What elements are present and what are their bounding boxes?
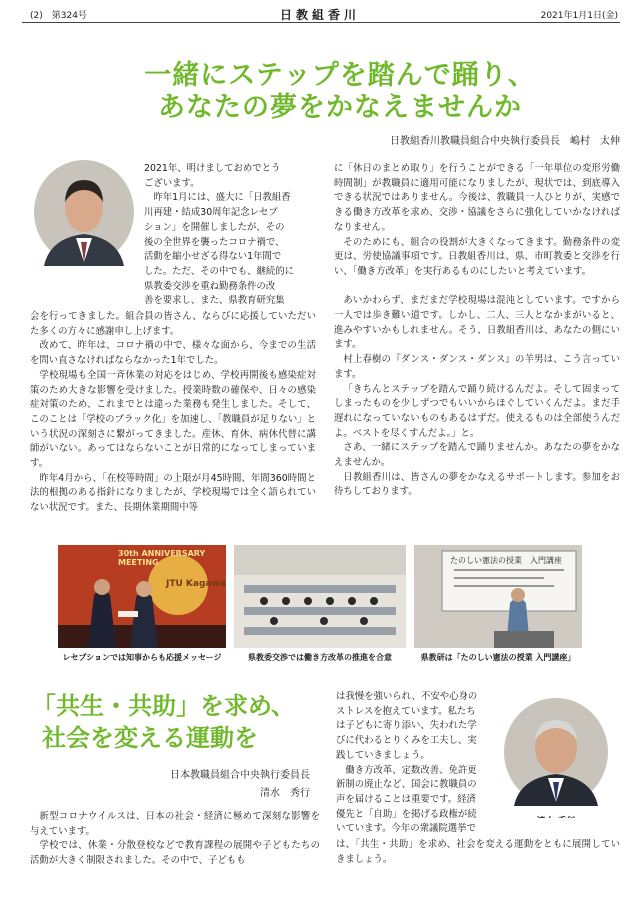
photo-reception [58, 545, 226, 648]
article1-title-line2: あなたの夢をかなえませんか [158, 92, 522, 123]
wrap-line: 川再建・結成30周年記念レセプ [144, 207, 278, 219]
lecture-board-title: たのしい憲法の授業 入門講座 [450, 556, 562, 565]
portrait-shimamura [30, 158, 138, 278]
paragraph: 「きちんとステップを踏んで踊り続けるんだよ。そして固まってしまったものを少しずつでもいいからほぐしていくんだよ。まだ手遅れになっていないものもあるはずだ。使えるものは全部使うんだよ。ベストを尽くすんだよ。」と。 [334, 383, 620, 439]
paragraph: 村上春樹の『ダンス・ダンス・ダンス』の羊男は、こう言っています。 [334, 354, 620, 380]
paragraph: 日教組香川は、皆さんの夢をかなえるサポートします。参加をお待ちしております。 [334, 471, 620, 498]
article2-title-line2: 社会を変える運動を [42, 724, 258, 752]
header-rule [22, 22, 620, 23]
portrait-shimizu-image [500, 698, 612, 810]
wrap-line: 県教委交渉を重ね勤務条件の改 [144, 280, 276, 292]
article1-title-line1: 一緒にステップを踏んで踊り、 [144, 60, 536, 91]
wrap-line: は子どもに寄り添い、失われた学 [336, 720, 477, 732]
wrap-line: 善を要求し、また、県教育研究集 [144, 295, 285, 307]
page-issue: (2) 第324号 [30, 11, 87, 21]
paragraph: 昨年4月から、「在校等時間」の上限が月45時間、年間360時間と法的根拠のある指針になりましたが、学校現場では全く語られていない状況です。また、長期休業期間中等 [30, 472, 316, 514]
paragraph: 学校現場も全国一斉休業の対応をはじめ、学校再開後も感染症対策のため大きな影響を受けました。授業時数の確保や、日々の感染症対策のため、これまでとは違った業務も発生しました。そして、このことは「学校のブラック化」を加速し、「教職員が足りない」という状況の深刻さに繋がってきました。産休、育休、病休代替に講師がいない。あってはならないことが日常的になってしまっています。 [30, 369, 316, 470]
caption-lecture: 県教研は「たのしい憲法の授業 入門講座」 [420, 653, 576, 662]
article1-left-body [30, 310, 316, 516]
photo-negotiation [234, 545, 406, 648]
wrap-line: びに代わるとりくみを工夫し、実 [336, 735, 477, 747]
wrap-line: ございます。 [144, 177, 200, 189]
article1-title [60, 60, 620, 124]
wrap-line: 声を届けることは重要です。経済 [336, 793, 476, 805]
portrait-shimizu-name [500, 814, 612, 818]
article1-right-body [334, 162, 620, 500]
photo-lecture [414, 545, 582, 648]
caption-negotiation: 県教委交渉では働き方改革の推進を合意 [248, 653, 392, 662]
wrap-line: ション」を開催しましたが、その [144, 221, 285, 233]
wrap-line: 2021年、明けましておめでとう [144, 163, 281, 174]
wrap-line: 活動を縮小せざる得ない1年間で [144, 251, 282, 263]
paragraph: さあ、一緒にステップを踏んで踊りませんか。あなたの夢をかなえませんか。 [334, 442, 620, 469]
wrap-line: した。ただ、その中でも、継続的に [144, 265, 295, 277]
article2-right-full: は、「共生・共助」を求め、社会を変える運動をともに展開していきましょう。 [336, 839, 620, 865]
paragraph: 学校では、休業・分散登校などで教育課程の展開や子どもたちの活動が大きく制限されました。その中で、子どもも [30, 840, 320, 867]
wrap-line: ストレスを抱えています。私たち [336, 705, 476, 717]
portrait-shimizu [500, 698, 612, 818]
portrait-shimamura-image [30, 158, 138, 278]
reception-banner-text: 30th ANNIVERSARY MEETING [118, 549, 206, 567]
article1-left-wrap [144, 162, 316, 309]
photo-negotiation-image [234, 545, 406, 648]
reception-sign-text: JTU Kagawa [166, 579, 226, 589]
wrap-line: は我慢を強いられ、不安や心身の [336, 691, 478, 702]
paragraph: 会を行ってきました。組合員の皆さん、ならびに応援していただいた多くの方々に感謝申し上げます。 [30, 311, 316, 337]
caption-reception: レセプションでは知事からも応援メッセージ [62, 653, 222, 662]
wrap-line: 践していきましょう。 [336, 749, 430, 761]
wrap-line: 働き方改革、定数改善、免許更 [336, 764, 477, 776]
paper-name: 日教組香川 [279, 8, 360, 22]
paragraph: 改めて、昨年は、コロナ禍の中で、様々な面から、今までの生活を問い直さなければならなかった1年でした。 [30, 340, 316, 367]
paragraph: あいかわらず、まだまだ学校現場は混沌としています。ですから一人では歩き難い道です。しかし、二人、三人となかまがいると、進みやすいかもしれません。そう、日教組香川は、あなたの側にいます。 [334, 295, 620, 351]
article2-title [32, 690, 322, 754]
article2-title-line1: 「共生・共助」を求め、 [32, 692, 296, 720]
wrap-line: 新制の廃止など、国会に教職員の [336, 779, 477, 791]
article2-right-wrap [336, 690, 492, 837]
article2-byline-org: 日本教職員組合中央執行委員長 [170, 770, 310, 781]
wrap-line: 優先と「自助」を掲げる政権が続 [336, 808, 477, 820]
wrap-line: 後の全世界を襲ったコロナ禍で、 [144, 236, 285, 248]
wrap-line: いています。今年の衆議院選挙で [336, 823, 476, 835]
issue-date: 2021年1月1日(金) [540, 11, 618, 21]
article2-byline-name: 清水 秀行 [260, 788, 310, 799]
wrap-line: 昨年1月には、盛大に「日教組香 [144, 192, 291, 204]
paragraph: 新型コロナウイルスは、日本の社会・経済に極めて深刻な影響を与えています。 [30, 811, 320, 837]
article1-byline: 日教組香川教職員組合中央執行委員長 嶋村 太伸 [390, 136, 620, 147]
article2-left-body [30, 810, 320, 869]
paragraph: に「休日のまとめ取り」を行うことができる「一年単位の変形労働時間制」が教職員に適用可能になりましたが、現状では、到底導入できる状況ではありません。今後は、教職員一人ひとりが、実感できる働き方改革を求め、交渉・協議をさらに強化していかなければなりません。 [334, 163, 620, 233]
paragraph: そのためにも、組合の役割が大きくなってきます。勤務条件の変更は、労使協議事項です。日教組香川は、県、市町教委と交渉を行い、「働き方改革」を実行あるものにしたいと考えています。 [334, 236, 620, 277]
paragraph [334, 280, 620, 295]
